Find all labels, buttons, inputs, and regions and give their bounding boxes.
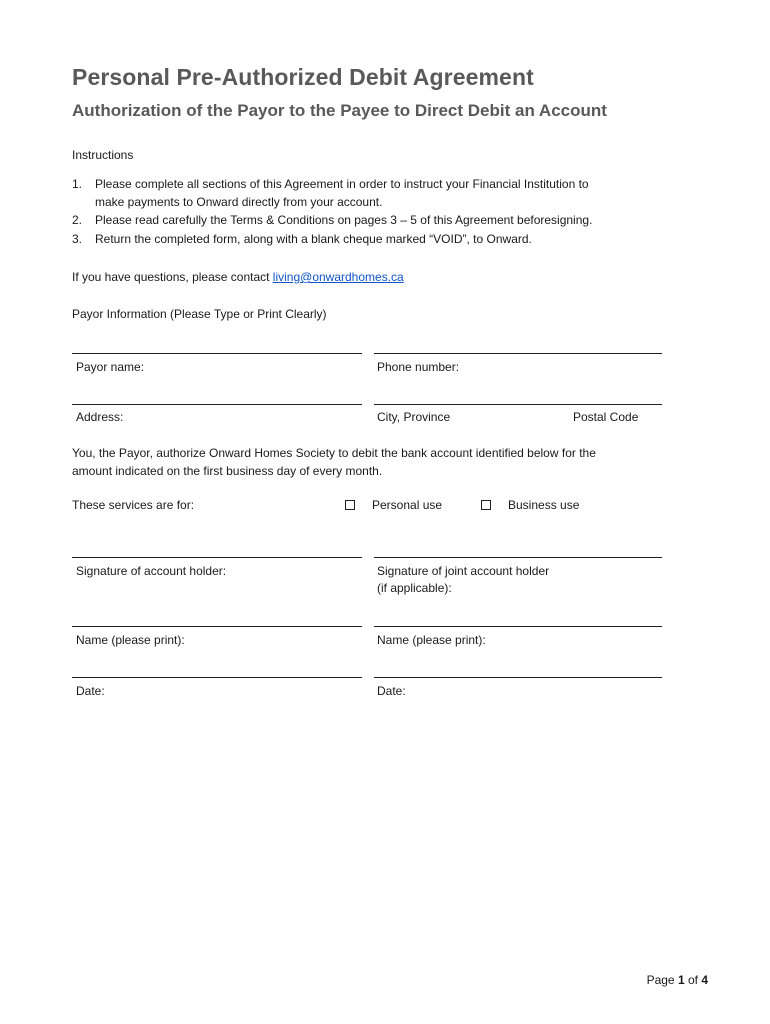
city-province-label: City, Province [377,410,451,424]
document-title: Personal Pre-Authorized Debit Agreement [72,64,534,90]
current-page: 1 [677,973,685,987]
business-use-label: Business use [508,498,580,512]
joint-signature-label: Signature of joint account holder [377,564,550,578]
business-use-checkbox[interactable] [481,500,491,510]
instruction-3-number: 3. [72,232,83,246]
payor-name-label: Payor name: [76,360,145,374]
instructions-heading: Instructions [72,148,134,162]
joint-signature-note: (if applicable): [377,581,452,595]
instruction-1-number: 1. [72,177,83,191]
joint-name-label: Name (please print): [377,633,486,647]
instruction-1-text-line1: Please complete all sections of this Agreement in order to instruct your Financial Institution to [95,177,589,191]
page-number [647,973,708,987]
contact-prefix: If you have questions, please contact [72,270,273,284]
address-label: Address: [76,410,124,424]
city-postal-line[interactable] [374,404,662,405]
total-pages: 4 [701,973,708,987]
phone-number-line[interactable] [374,353,662,354]
authorization-text-line2: amount indicated on the first business day of every month. [72,464,383,478]
instruction-2-number: 2. [72,213,83,227]
holder-date-label: Date: [76,684,105,698]
phone-number-label: Phone number: [377,360,460,374]
instruction-1-text-line2: make payments to Onward directly from your account. [95,195,383,209]
holder-date-line[interactable] [72,677,362,678]
joint-signature-line[interactable] [374,557,662,558]
page-word: Page [646,973,678,987]
document-subtitle: Authorization of the Payor to the Payee to Direct Debit an Account [72,101,607,120]
joint-name-line[interactable] [374,626,662,627]
payor-info-heading: Payor Information (Please Type or Print Clearly) [72,307,327,321]
holder-signature-line[interactable] [72,557,362,558]
joint-date-line[interactable] [374,677,662,678]
authorization-text-line1: You, the Payor, authorize Onward Homes Society to debit the bank account identified below for the [72,446,596,460]
joint-date-label: Date: [377,684,406,698]
contact-line [72,270,404,284]
contact-email-link[interactable]: living@onwardhomes.ca [272,270,404,284]
holder-signature-label: Signature of account holder: [76,564,227,578]
payor-name-line[interactable] [72,353,362,354]
holder-name-label: Name (please print): [76,633,185,647]
instruction-3-text: Return the completed form, along with a blank cheque marked “VOID”, to Onward. [95,232,532,246]
address-line[interactable] [72,404,362,405]
personal-use-label: Personal use [372,498,443,512]
personal-use-checkbox[interactable] [345,500,355,510]
instruction-2-text: Please read carefully the Terms & Conditions on pages 3 – 5 of this Agreement beforesigning. [95,213,593,227]
of-word: of [684,973,702,987]
holder-name-line[interactable] [72,626,362,627]
postal-code-label: Postal Code [573,410,639,424]
services-label: These services are for: [72,498,195,512]
